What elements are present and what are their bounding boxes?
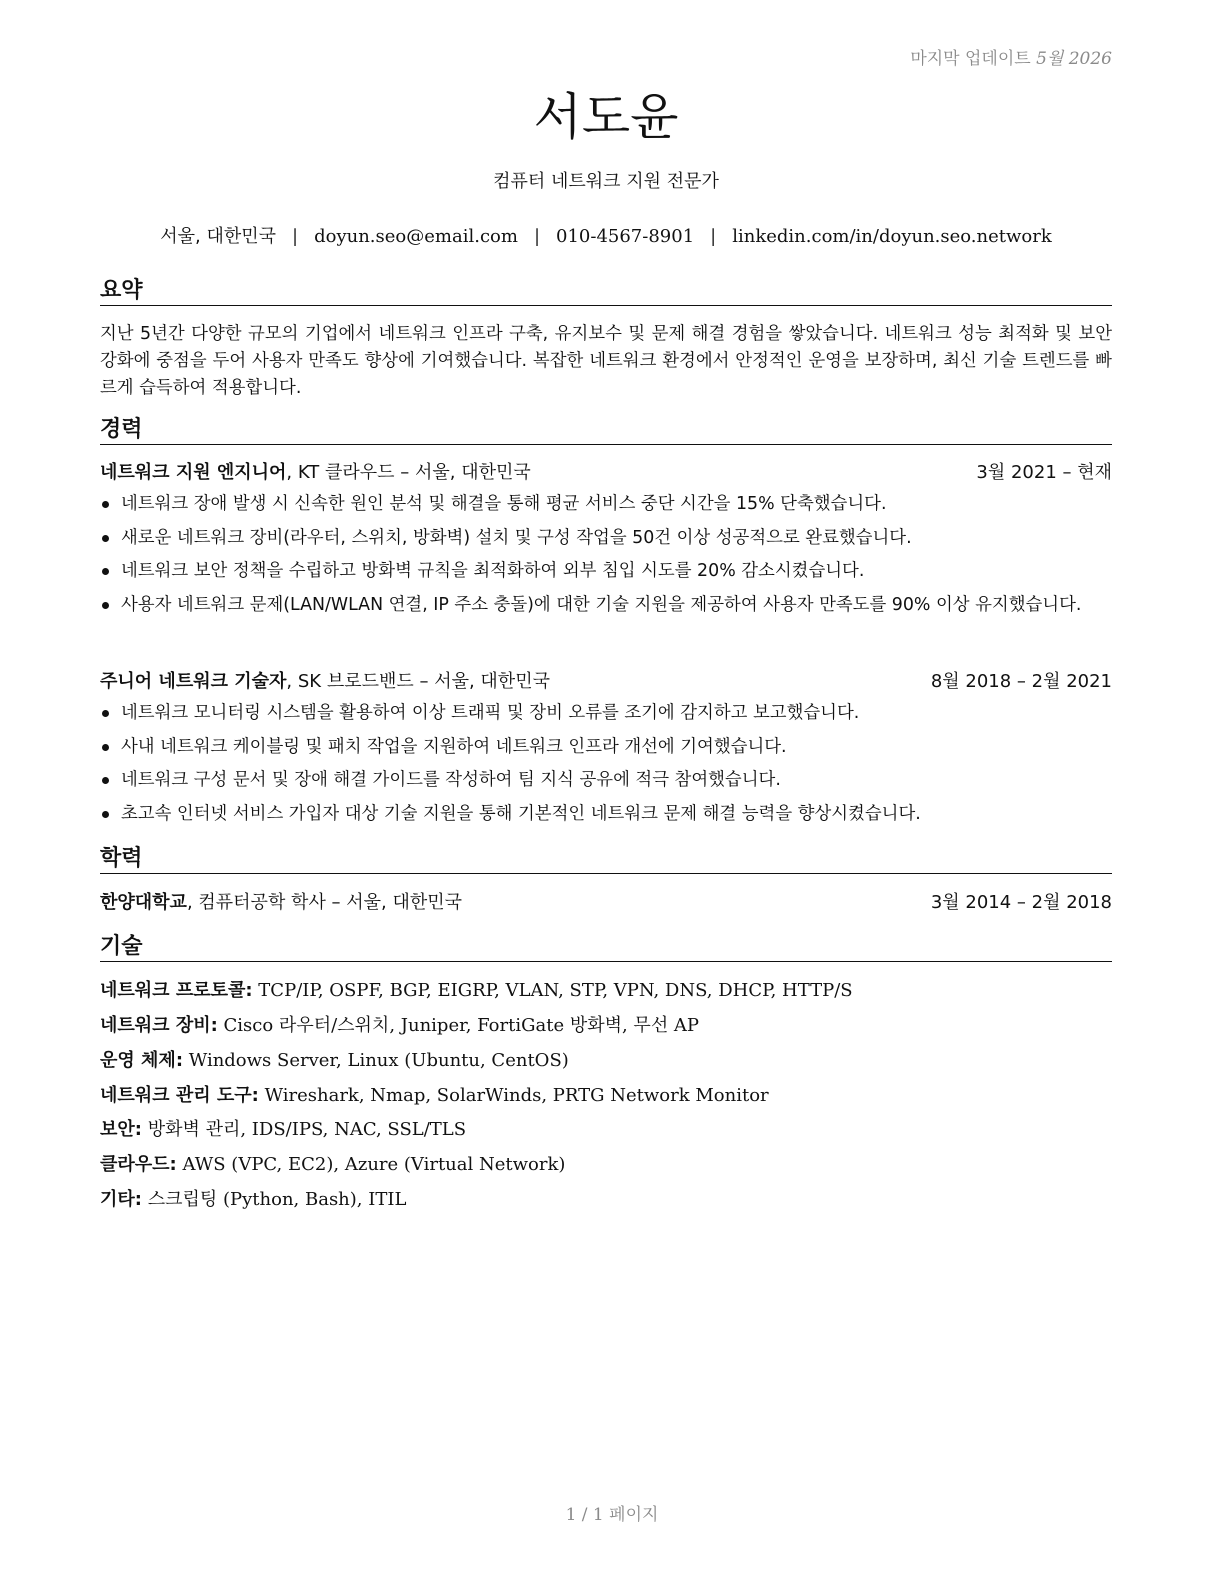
bullet-item: 네트워크 장애 발생 시 신속한 원인 분석 및 해결을 통해 평균 서비스 중단 시간을 15% 단축했습니다.	[100, 491, 1112, 517]
education-school: 한양대학교	[100, 892, 187, 913]
section-title-summary: 요약	[100, 277, 1112, 306]
last-updated-date: 5월 2026	[1036, 49, 1112, 69]
job-header	[100, 460, 1112, 486]
section-title-education: 학력	[100, 845, 1112, 874]
job-dates: 8월 2018 – 2월 2021	[930, 671, 1112, 692]
bullet-icon	[102, 568, 109, 575]
skill-value: Wireshark, Nmap, SolarWinds, PRTG Network Monitor	[258, 1085, 769, 1106]
last-updated-label: 마지막 업데이트	[910, 49, 1037, 69]
contact-separator: |	[292, 226, 299, 247]
skill-line	[100, 1013, 1112, 1039]
section-title-experience: 경력	[100, 416, 1112, 445]
education-dates: 3월 2014 – 2월 2018	[930, 892, 1112, 913]
job-header	[100, 669, 1112, 695]
bullet-icon	[102, 710, 109, 717]
bullet-icon	[102, 777, 109, 784]
bullet-item: 새로운 네트워크 장비(라우터, 스위치, 방화벽) 설치 및 구성 작업을 50건 이상 성공적으로 완료했습니다.	[100, 525, 1112, 551]
skill-line	[100, 978, 1112, 1004]
skill-label: 기타:	[100, 1189, 142, 1210]
skill-value: AWS (VPC, EC2), Azure (Virtual Network)	[176, 1154, 566, 1175]
summary-text: 지난 5년간 다양한 규모의 기업에서 네트워크 인프라 구축, 유지보수 및 문제 해결 경험을 쌓았습니다. 네트워크 성능 최적화 및 보안 강화에 중점을 두어 사용자 만족도 향상에 기여했습니다. 복잡한 네트워크 환경에서 안정적인 운영을 보장하며, 최신 기술 트렌드를 빠르게 습득하여 적용합니다.	[100, 324, 1112, 398]
bullet-icon	[102, 602, 109, 609]
bullet-icon	[102, 501, 109, 508]
bullet-item: 사용자 네트워크 문제(LAN/WLAN 연결, IP 주소 충돌)에 대한 기술 지원을 제공하여 사용자 만족도를 90% 이상 유지했습니다.	[100, 592, 1112, 618]
skill-line	[100, 1152, 1112, 1178]
bullet-item: 사내 네트워크 케이블링 및 패치 작업을 지원하여 네트워크 인프라 개선에 기여했습니다.	[100, 734, 1112, 760]
job-company-location: , SK 브로드밴드 – 서울, 대한민국	[286, 671, 550, 692]
skill-label: 네트워크 장비:	[100, 1015, 218, 1036]
skill-line	[100, 1117, 1112, 1143]
contact-separator: |	[710, 226, 717, 247]
skill-label: 클라우드:	[100, 1154, 177, 1175]
job-title: 네트워크 지원 엔지니어	[100, 462, 287, 483]
skill-line	[100, 1083, 1112, 1109]
last-updated	[910, 44, 1112, 69]
bullet-item: 네트워크 보안 정책을 수립하고 방화벽 규칙을 최적화하여 외부 침입 시도를 20% 감소시켰습니다.	[100, 558, 1112, 584]
skill-label: 네트워크 프로토콜:	[100, 980, 253, 1001]
job-dates: 3월 2021 – 현재	[976, 462, 1112, 483]
job-bullets	[100, 700, 1112, 834]
skill-line	[100, 1187, 1112, 1213]
bullet-icon	[102, 811, 109, 818]
contact-line	[100, 225, 1112, 249]
bullet-icon	[102, 744, 109, 751]
skill-value: Cisco 라우터/스위치, Juniper, FortiGate 방화벽, 무선 AP	[217, 1015, 700, 1036]
skill-value: Windows Server, Linux (Ubuntu, CentOS)	[183, 1050, 569, 1071]
bullet-item: 네트워크 모니터링 시스템을 활용하여 이상 트래픽 및 장비 오류를 조기에 감지하고 보고했습니다.	[100, 700, 1112, 726]
page-footer: 1 / 1 페이지	[565, 1505, 659, 1525]
job-title: 주니어 네트워크 기술자	[100, 671, 287, 692]
contact-phone: 010-4567-8901	[556, 226, 695, 247]
contact-linkedin[interactable]: linkedin.com/in/doyun.seo.network	[732, 226, 1052, 247]
skill-value: 스크립팅 (Python, Bash), ITIL	[141, 1189, 407, 1210]
contact-location: 서울, 대한민국	[160, 226, 277, 247]
bullet-item: 네트워크 구성 문서 및 장애 해결 가이드를 작성하여 팀 지식 공유에 적극 참여했습니다.	[100, 767, 1112, 793]
bullet-item: 초고속 인터넷 서비스 가입자 대상 기술 지원을 통해 기본적인 네트워크 문제 해결 능력을 향상시켰습니다.	[100, 801, 1112, 827]
candidate-name: 서도윤	[533, 88, 679, 146]
candidate-headline: 컴퓨터 네트워크 지원 전문가	[493, 171, 719, 192]
bullet-icon	[102, 535, 109, 542]
education-degree-location: , 컴퓨터공학 학사 – 서울, 대한민국	[186, 892, 463, 913]
contact-separator: |	[533, 226, 541, 247]
skill-label: 네트워크 관리 도구:	[100, 1085, 259, 1106]
job-bullets	[100, 491, 1112, 625]
job-company-location: , KT 클라우드 – 서울, 대한민국	[286, 462, 531, 483]
education-entry	[100, 890, 1112, 916]
contact-email[interactable]: doyun.seo@email.com	[314, 226, 518, 247]
skill-value: 방화벽 관리, IDS/IPS, NAC, SSL/TLS	[141, 1119, 467, 1140]
skill-line	[100, 1048, 1112, 1074]
section-title-skills: 기술	[100, 933, 1112, 962]
skill-label: 운영 체제:	[100, 1050, 184, 1071]
skill-value: TCP/IP, OSPF, BGP, EIGRP, VLAN, STP, VPN, DNS, DHCP, HTTP/S	[252, 980, 853, 1001]
skill-label: 보안:	[100, 1119, 142, 1140]
